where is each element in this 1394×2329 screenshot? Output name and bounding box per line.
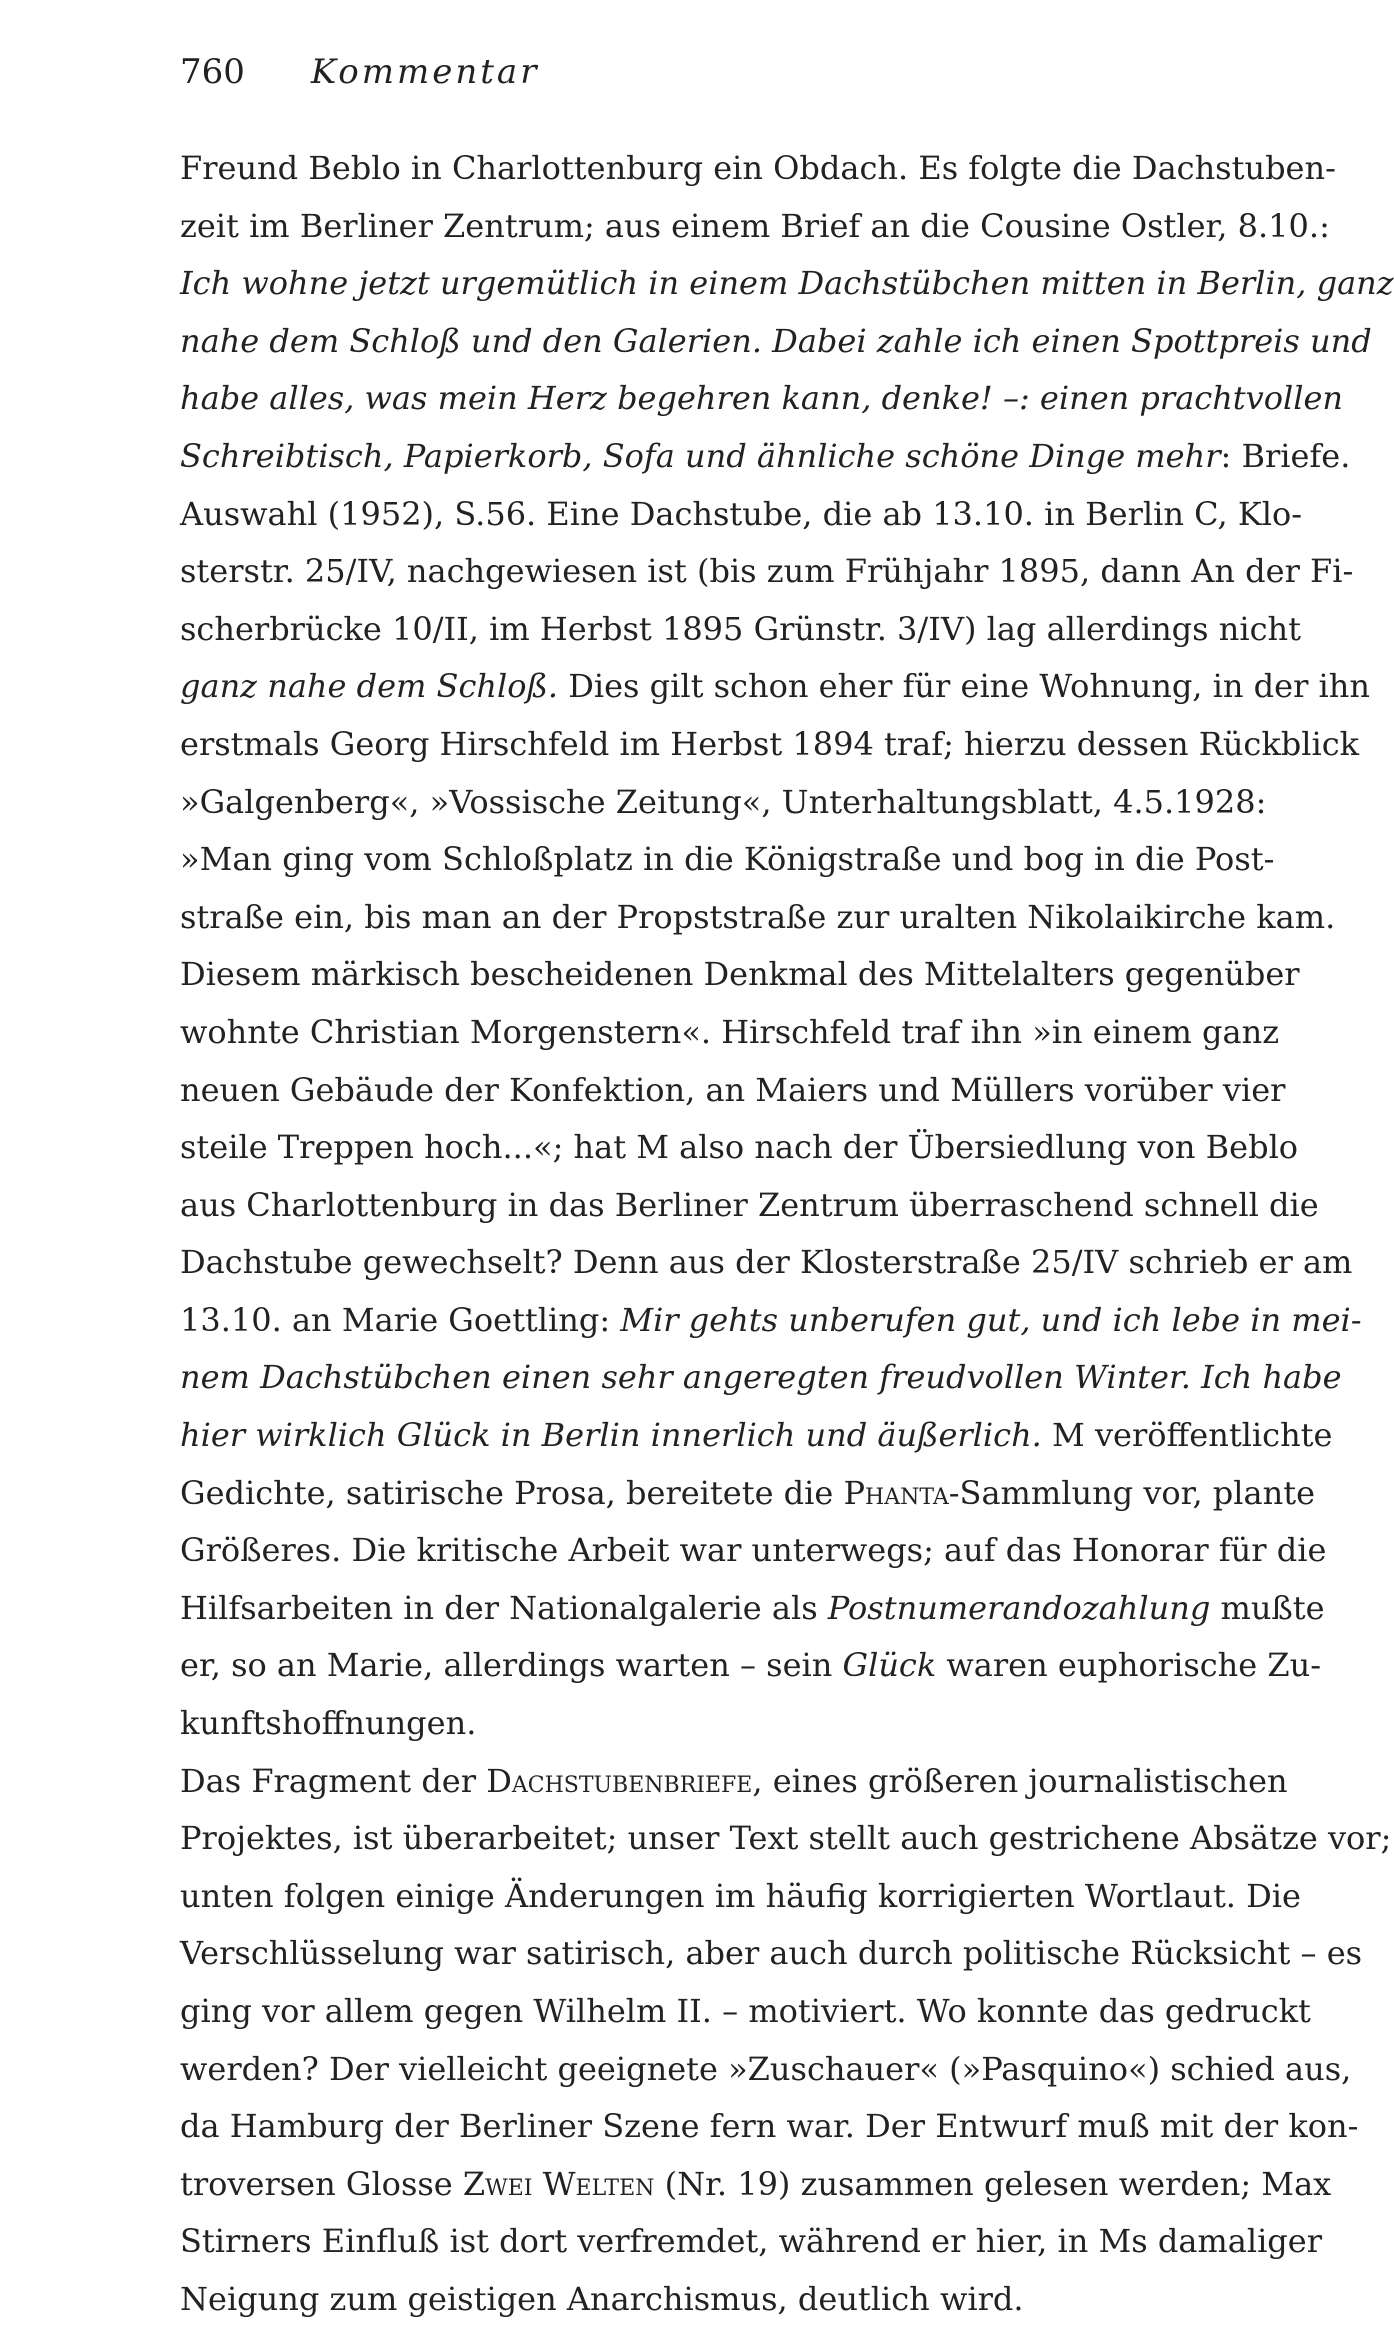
text-run: zeit im Berliner Zentrum; aus einem Brief an die Cousine Ostler, 8.10.: — [180, 206, 1330, 245]
text-run: (Nr. 19) zusammen gelesen werden; Max — [654, 2164, 1332, 2203]
text-line — [180, 889, 1336, 947]
text-run: ganz nahe dem Schloß. — [180, 667, 559, 706]
text-run: steile Treppen hoch...«; hat M also nach der Übersiedlung von Beblo — [180, 1128, 1299, 1167]
text-line — [180, 2041, 1352, 2099]
text-run: mußte — [1210, 1588, 1325, 1627]
text-run: werden? Der vielleicht geeignete »Zuschauer« (»Pasquino«) schied aus, — [180, 2049, 1352, 2088]
text-line — [180, 1753, 1288, 1811]
text-run: Mir gehts unberufen gut, und ich lebe in mei- — [620, 1300, 1362, 1339]
text-run: Dachstube gewechselt? Denn aus der Klosterstraße 25/IV schrieb er am — [180, 1243, 1353, 1282]
text-run: da Hamburg der Berliner Szene fern war. Der Entwurf muß mit der kon- — [180, 2107, 1359, 2146]
text-run: troversen Glosse — [180, 2164, 463, 2203]
text-line — [180, 658, 1370, 716]
text-run: ging vor allem gegen Wilhelm II. – motiviert. Wo konnte das gedruckt — [180, 1992, 1311, 2030]
text-run: erstmals Georg Hirschfeld im Herbst 1894 traf; hierzu dessen Rückblick — [180, 724, 1359, 763]
text-run: Projektes, ist überarbeitet; unser Text stellt auch gestrichene Absätze vor; — [180, 1819, 1392, 1858]
text-run: Postnumerandozahlung — [827, 1588, 1211, 1627]
text-run: Zwei Welten — [462, 2164, 655, 2203]
text-line — [180, 198, 1330, 256]
text-run: neuen Gebäude der Konfektion, an Maiers und Müllers vorüber vier — [180, 1070, 1286, 1109]
text-run: Dies gilt schon eher für eine Wohnung, in der ihn — [558, 667, 1370, 706]
text-line — [180, 1407, 1333, 1465]
text-line — [180, 1292, 1362, 1350]
text-run: M veröffentlichte — [1041, 1416, 1333, 1455]
text-run: Schreibtisch, Papierkorb, Sofa und ähnliche schöne Dinge mehr — [180, 436, 1221, 475]
text-run: Dachstubenbriefe — [486, 1761, 753, 1800]
text-line — [180, 1004, 1280, 1062]
text-run: straße ein, bis man an der Propststraße zur uralten Nikolaikirche kam. — [180, 897, 1336, 936]
text-run: Ich wohne jetzt urgemütlich in einem Dachstübchen mitten in Berlin, ganz — [180, 264, 1394, 303]
text-line — [180, 716, 1359, 774]
text-run: er, so an Marie, allerdings warten – sein — [180, 1646, 843, 1685]
text-run: Verschlüsselung war satirisch, aber auch durch politische Rücksicht – es — [180, 1934, 1363, 1973]
text-run: hier wirklich Glück in Berlin innerlich und äußerlich. — [180, 1416, 1042, 1455]
text-line — [180, 774, 1267, 832]
text-line — [180, 370, 1344, 428]
text-run: Hilfsarbeiten in der Nationalgalerie als — [180, 1588, 828, 1627]
text-run: Glück — [842, 1646, 937, 1685]
text-line — [180, 1580, 1325, 1638]
text-run: kunftshoffnungen. — [180, 1704, 477, 1743]
text-line — [180, 1349, 1342, 1407]
text-run: Gedichte, satirische Prosa, bereitete die — [180, 1473, 844, 1512]
text-run: scherbrücke 10/II, im Herbst 1895 Grünstr. 3/IV) lag allerdings nicht — [180, 609, 1301, 648]
text-line — [180, 313, 1372, 371]
text-line — [180, 1062, 1286, 1120]
text-run: Neigung zum geistigen Anarchismus, deutlich wird. — [180, 2279, 1024, 2318]
text-line — [180, 1177, 1319, 1235]
text-run: Freund Beblo in Charlottenburg ein Obdach. Es folgte die Dachstuben- — [180, 149, 1336, 187]
text-run: Stirners Einfluß ist dort verfremdet, während er hier, in Ms damaliger — [180, 2222, 1323, 2261]
text-run: sterstr. 25/IV, nachgewiesen ist (bis zum Frühjahr 1895, dann An der Fi- — [180, 552, 1354, 591]
text-run: 13.10. an Marie Goettling: — [180, 1300, 621, 1339]
text-line — [180, 1465, 1315, 1523]
text-line — [180, 831, 1275, 889]
text-line — [180, 2213, 1323, 2271]
text-run: Größeres. Die kritische Arbeit war unterwegs; auf das Honorar für die — [180, 1531, 1327, 1570]
text-line — [180, 1810, 1392, 1868]
text-line — [180, 1234, 1353, 1292]
text-line — [180, 1925, 1363, 1983]
text-run: »Man ging vom Schloßplatz in die Königstraße und bog in die Post- — [180, 840, 1275, 879]
text-run: wohnte Christian Morgenstern«. Hirschfeld traf ihn »in einem ganz — [180, 1012, 1280, 1051]
text-line — [180, 601, 1301, 659]
text-line — [180, 1522, 1327, 1580]
text-run: nem Dachstübchen einen sehr angeregten freudvollen Winter. Ich habe — [180, 1358, 1342, 1397]
text-line — [180, 1695, 1205, 1753]
text-line — [180, 946, 1300, 1004]
commentary-text — [180, 140, 1394, 2329]
text-line — [180, 1637, 1322, 1695]
text-line — [180, 2156, 1332, 2214]
running-header — [180, 52, 539, 92]
text-run: »Galgenberg«, »Vossische Zeitung«, Unterhaltungsblatt, 4.5.1928: — [180, 782, 1267, 821]
text-run: waren euphorische Zu- — [936, 1646, 1322, 1685]
text-line — [180, 2098, 1359, 2156]
text-run: Diesem märkisch bescheidenen Denkmal des Mittelalters gegenüber — [180, 955, 1300, 994]
page-number: 760 — [180, 52, 245, 92]
text-run: nahe dem Schloß und den Galerien. Dabei zahle ich einen Spottpreis und — [180, 321, 1372, 360]
running-title: Kommentar — [310, 52, 540, 92]
text-line — [180, 486, 1303, 544]
text-line — [180, 2271, 1205, 2329]
text-line — [180, 1868, 1301, 1926]
text-run: Auswahl (1952), S.56. Eine Dachstube, die ab 13.10. in Berlin C, Klo- — [180, 494, 1303, 533]
text-run: , eines größeren journalistischen — [752, 1761, 1288, 1800]
text-line — [180, 543, 1354, 601]
text-line — [180, 428, 1351, 486]
text-run: Das Fragment der — [180, 1761, 487, 1800]
text-run: Phanta — [843, 1473, 949, 1512]
text-line — [180, 1983, 1311, 2041]
text-run: habe alles, was mein Herz begehren kann, denke! –: einen prachtvollen — [180, 379, 1344, 418]
text-run: aus Charlottenburg in das Berliner Zentrum überraschend schnell die — [180, 1185, 1319, 1224]
text-line — [180, 1119, 1299, 1177]
text-line — [180, 140, 1336, 198]
text-line — [180, 255, 1394, 313]
text-run: : Briefe. — [1220, 436, 1351, 475]
text-run: unten folgen einige Änderungen im häufig korrigierten Wortlaut. Die — [180, 1876, 1301, 1915]
text-run: -Sammlung vor, plante — [948, 1473, 1315, 1512]
